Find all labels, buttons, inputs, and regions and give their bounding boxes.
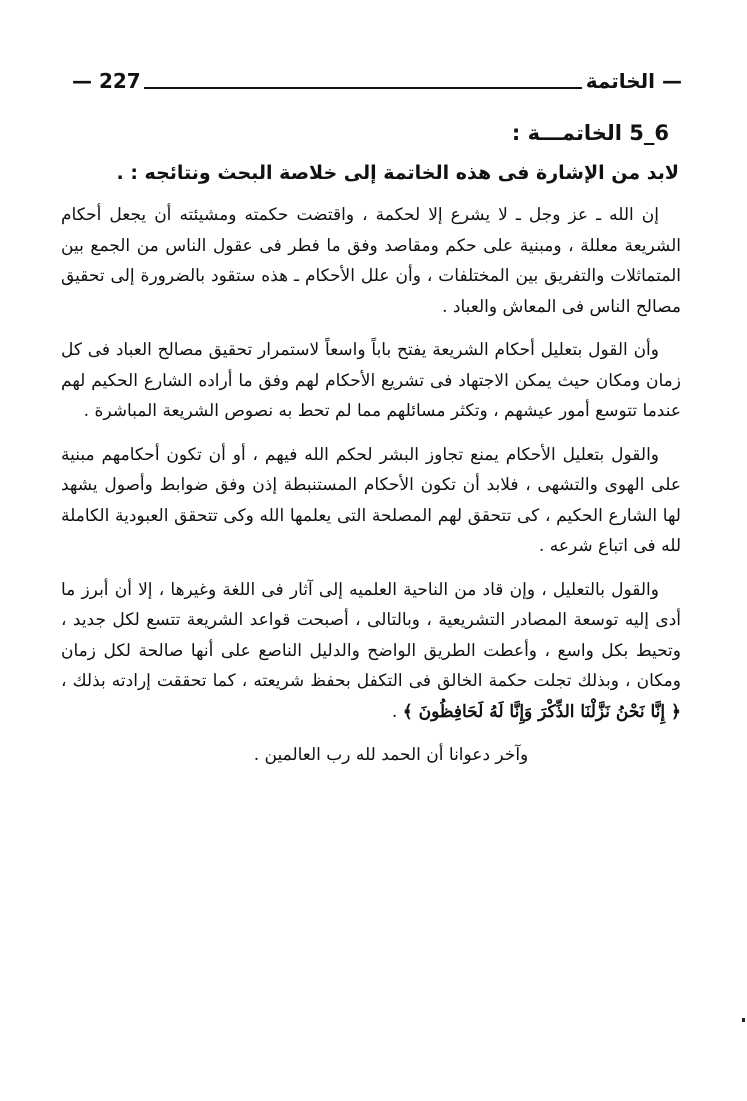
- paragraph-2: وأن القول بتعليل أحكام الشريعة يفتح باباً واسعاً لاستمرار تحقيق مصالح العباد فى كل زمان ومكان حيث يمكن الاجتهاد فى تشريع الأحكام لهم وفق ما أراده الشارع الحكيم لهم عندما تتوسع أمور عيشهم ، وتكثر مسائلهم مما لم تحط به نصوص الشريعة المباشرة .: [61, 340, 681, 421]
- section-number: 6_5: [629, 121, 669, 145]
- lead-sentence: لابد من الإشارة فى هذه الخاتمة إلى خلاصة البحث ونتائجه : .: [116, 162, 679, 184]
- section-title: الخاتمـــة :: [511, 121, 622, 145]
- page-number: 227 —: [72, 69, 141, 93]
- paragraph-4-end: .: [391, 701, 403, 722]
- quran-verse: ﴿ إِنَّا نَحْنُ نَزَّلْنَا الذِّكْرَ وَإِنَّا لَهُ لَحَافِظُونَ ﴾: [402, 701, 681, 722]
- paragraph-4: [61, 575, 681, 728]
- running-header: [72, 68, 682, 98]
- header-rule: [144, 87, 582, 89]
- paragraph-3: والقول بتعليل الأحكام يمنع تجاوز البشر لحكم الله فيهم ، أو أن تكون أحكامهم مبنية على الهوى والتشهى ، فلابد أن تكون الأحكام المستنبطة إذن وفق ضوابط وأصول يشهد لها الشارع الحكيم ، كى تتحقق لهم المصلحة التى يعلمها الله وكى تتحقق العبودية الكاملة لله فى اتباع شرعه .: [61, 444, 681, 556]
- section-heading: [512, 118, 669, 148]
- body-text: [61, 200, 681, 771]
- header-chapter-title: — الخاتمة: [585, 69, 682, 93]
- closing-line: وآخر دعوانا أن الحمد لله رب العالمين .: [253, 745, 529, 765]
- scan-speck: [742, 1018, 745, 1022]
- paragraph-4-text: والقول بالتعليل ، وإن قاد من الناحية العلميه إلى آثار فى اللغة وغيرها ، إلا أن أبرز ما أدى إليه توسعة المصادر التشريعية ، وبالتالى ، أصبحت قواعد الشريعة تتسع لكل جديد ، وتحيط بكل واسع ، وأعطت الطريق الواضح والدليل الناصع على أنها صالحة لكل زمان ومكان ، وبذلك تجلت حكمة الخالق فى التكفل بحفظ شريعته ، كما تحققت إرادته بذلك ،: [61, 579, 681, 691]
- paragraph-1: إن الله ـ عز وجل ـ لا يشرع إلا لحكمة ، واقتضت حكمته ومشيئته أن يجعل أحكام الشريعة معللة ، ومبنية على حكم ومقاصد وفق ما فطر فى عقول الناس من الجمع بين المتماثلات والتفريق بين المختلفات ، وأن علل الأحكام ـ هذه ستقود بالضرورة إلى تحقيق مصالح الناس فى المعاش والعباد .: [61, 205, 681, 317]
